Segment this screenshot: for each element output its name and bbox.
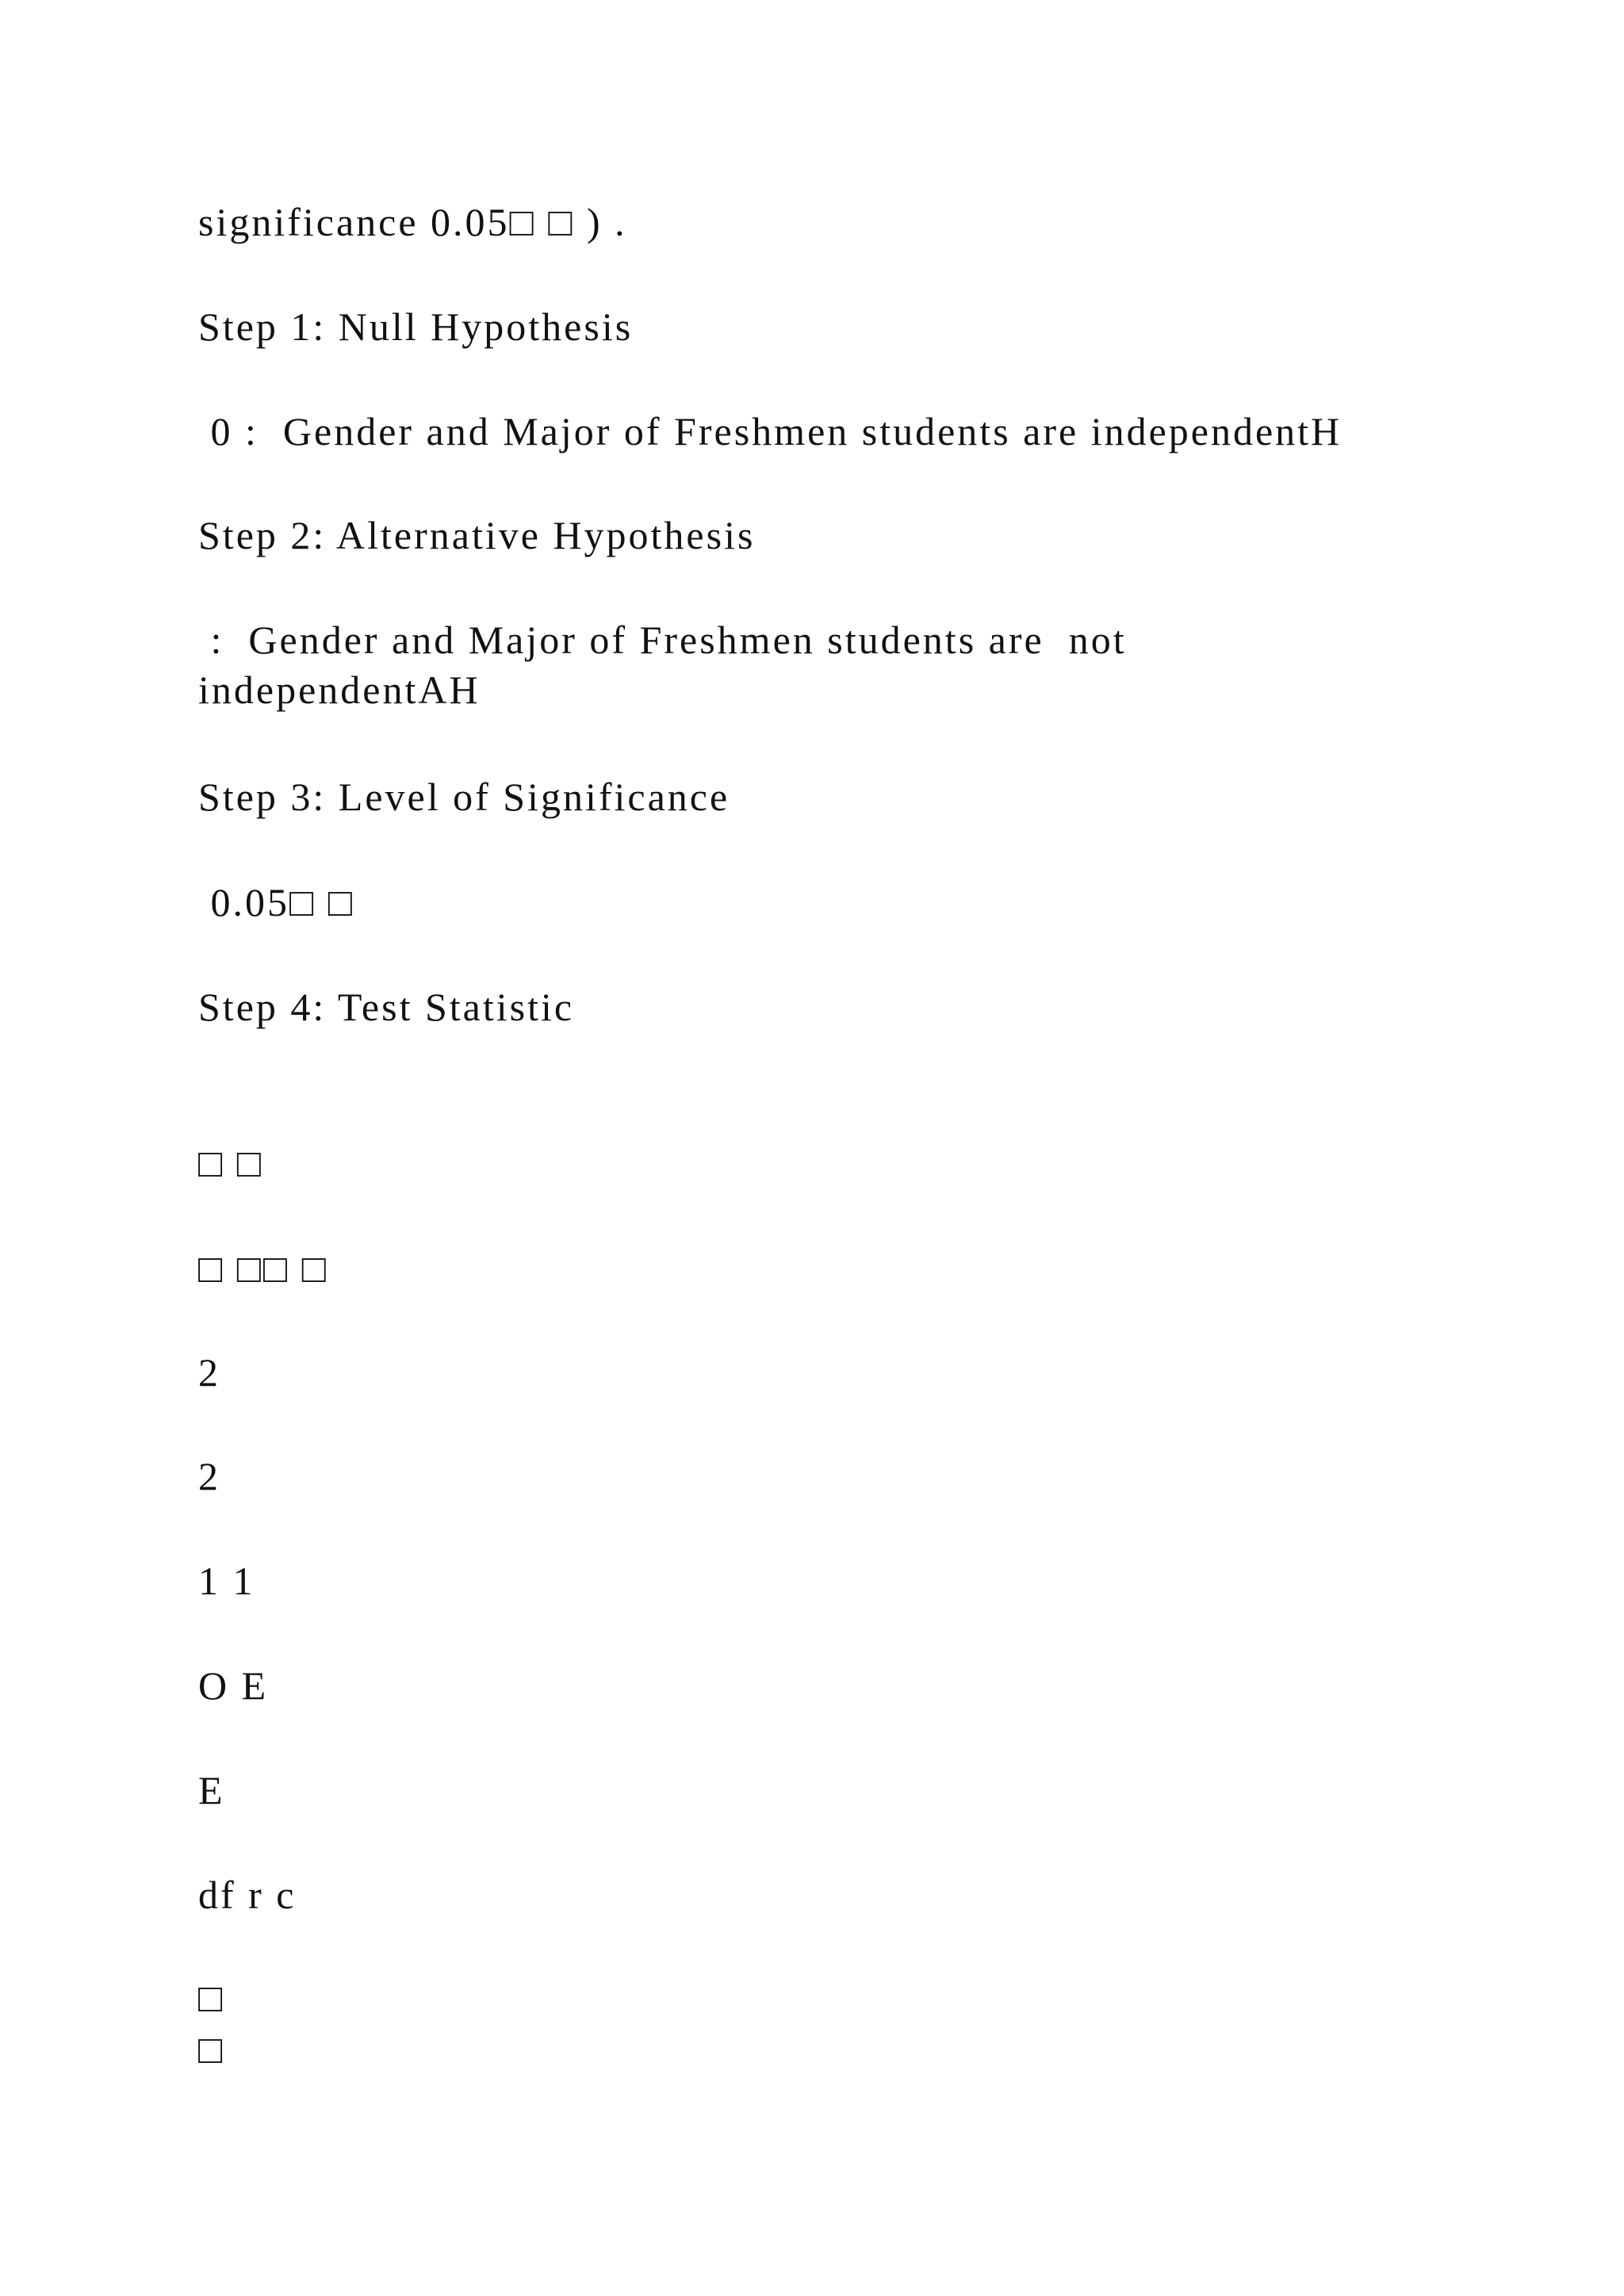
text-line-formula-symbols-1: □ □ (198, 1141, 263, 1185)
text-line-null-hypothesis: 0 : Gender and Major of Freshmen students are independentH (198, 409, 1342, 453)
text-line-expected: E (198, 1768, 225, 1812)
text-line-step1-heading: Step 1: Null Hypothesis (198, 304, 634, 349)
text-line-significance: significance 0.05□ □ ) . (198, 200, 627, 244)
text-line-degrees-of-freedom: df r c (198, 1873, 297, 1917)
text-line-formula-symbols-2: □ □□ □ (198, 1246, 328, 1291)
text-line-alt-hypothesis-cont: independentAH (198, 668, 481, 712)
text-line-step4-heading: Step 4: Test Statistic (198, 985, 575, 1029)
text-line-alt-hypothesis: : Gender and Major of Freshmen students are not (198, 618, 1127, 662)
text-line-symbol-1: □ (198, 1976, 225, 2020)
text-line-symbol-2: □ (198, 2027, 225, 2072)
text-line-observed-expected: O E (198, 1663, 269, 1708)
text-line-step3-heading: Step 3: Level of Significance (198, 775, 730, 819)
text-line-exponent-2: 2 (198, 1454, 220, 1498)
text-line-indices: 1 1 (198, 1559, 255, 1603)
text-line-step2-heading: Step 2: Alternative Hypothesis (198, 513, 756, 557)
text-line-alpha-value: 0.05□ □ (198, 880, 354, 924)
text-line-exponent-1: 2 (198, 1350, 220, 1395)
